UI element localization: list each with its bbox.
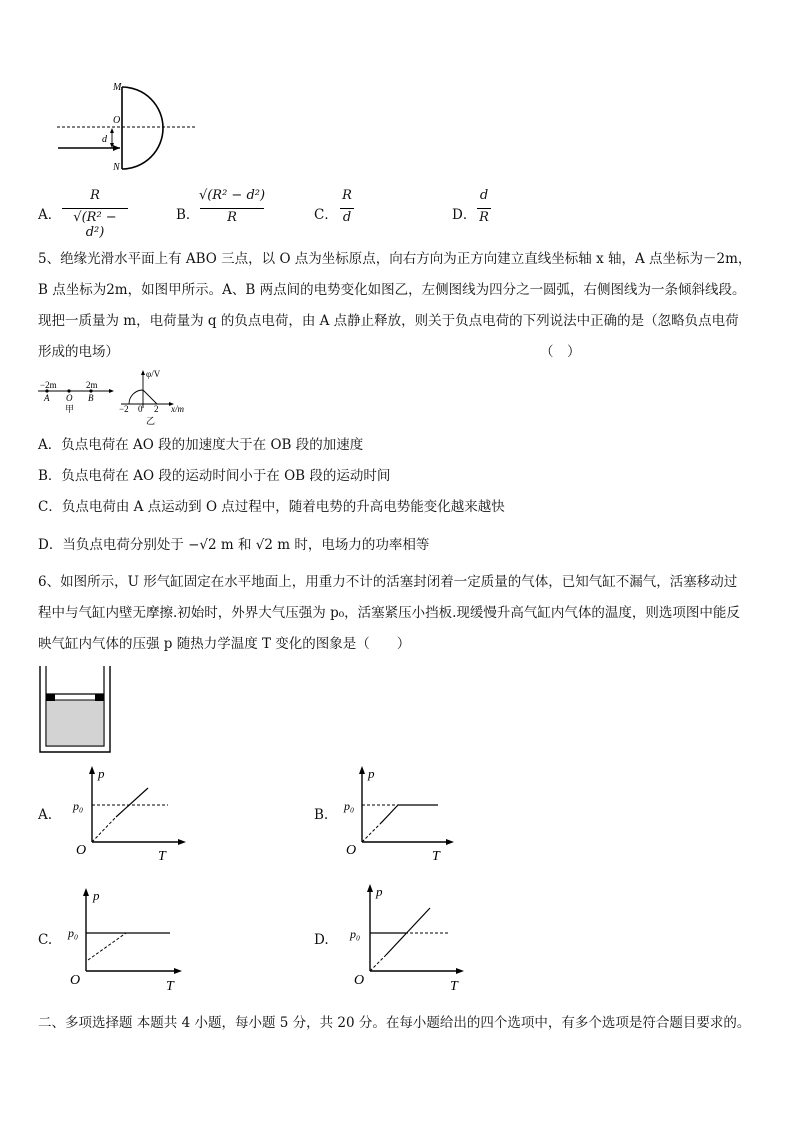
option-label: C. <box>38 932 53 948</box>
q6-stem-line-2: 程中与气缸内壁无摩擦.初始时，外界大气压强为 p₀，活塞紧压小挡板.现缓慢升高气缸内气体的温度，则选项图中能反 <box>38 605 740 621</box>
figure-jia <box>36 377 116 417</box>
denominator: R <box>227 210 237 225</box>
axis-T: T <box>166 979 174 990</box>
label-N: N <box>113 162 120 173</box>
denominator: √(R² − d²) <box>73 210 117 240</box>
figure-yi <box>116 368 196 428</box>
axis-T: T <box>450 979 458 990</box>
point-O: O <box>66 393 73 403</box>
axis-T: T <box>158 849 166 862</box>
q6-stem-line-1: 6、如图所示，U 形气缸固定在水平地面上，用重力不计的活塞封闭着一定质量的气体，已知气缸不漏气，活塞移动过 <box>38 574 738 590</box>
q5-option-d: D．当负点电荷分别处于 −√2 m 和 √2 m 时，电场力的功率相等 <box>38 537 430 553</box>
option-label: D． <box>452 207 477 223</box>
fraction-bar <box>200 208 264 209</box>
fraction-bar <box>477 208 491 209</box>
label-M: M <box>113 82 122 93</box>
tick-neg2: −2 <box>119 404 129 414</box>
q5-option-a: A．负点电荷在 AO 段的加速度大于在 OB 段的加速度 <box>38 437 364 453</box>
cylinder-figure <box>36 664 116 756</box>
q6-stem-line-3: 映气缸内气体的压强 p 随热力学温度 T 变化的图象是（ ） <box>38 636 411 652</box>
label-d: d <box>102 134 107 145</box>
q5-option-b: B．负点电荷在 AO 段的运动时间小于在 OB 段的运动时间 <box>38 468 391 484</box>
numerator: R <box>90 188 100 203</box>
numerator: d <box>479 188 489 203</box>
q5-stem-line-1: 5、绝缘光滑水平面上有 ABO 三点，以 O 点为坐标原点，向右方向为正方向建立直线坐标轴 x 轴，A 点坐标为－2m， <box>38 251 752 267</box>
tick-2: 2 <box>154 404 159 414</box>
denominator: d <box>342 210 352 225</box>
p0-label: p₀ <box>68 926 79 940</box>
semicircle-figure <box>52 78 202 178</box>
tick-0: 0 <box>138 404 143 414</box>
numerator: √(R² − d²) <box>198 188 266 203</box>
p0-label: p₀ <box>350 927 361 941</box>
graph-c <box>66 884 196 990</box>
option-label: B． <box>176 207 200 223</box>
q5-stem-line-2: B 点坐标为2m，如图甲所示。A、B 两点间的电势变化如图乙，左侧图线为四分之一圆弧，右侧图线为一条倾斜线段。 <box>38 282 746 298</box>
option-label: A． <box>38 207 62 223</box>
q5-option-c: C．负点电荷由 A 点运动到 O 点过程中，随着电势的升高电势能变化越来越快 <box>38 499 505 515</box>
option-label: A. <box>38 807 53 823</box>
xlabel: x/m <box>171 404 184 414</box>
axis-p: p <box>98 766 105 781</box>
option-label: B. <box>314 807 329 823</box>
label-O: O <box>113 115 121 126</box>
axis-T: T <box>432 849 440 862</box>
origin: O <box>76 843 87 858</box>
graph-d <box>346 880 476 990</box>
axis-p: p <box>93 888 100 903</box>
point-A: A <box>44 393 50 403</box>
axis-p: p <box>376 884 383 899</box>
p0-label: p₀ <box>73 799 84 813</box>
option-label: D. <box>314 932 329 948</box>
caption-yi: 乙 <box>146 416 156 426</box>
numerator: R <box>342 188 352 203</box>
origin: O <box>70 973 81 988</box>
origin: O <box>354 973 365 988</box>
point-B: B <box>88 393 94 403</box>
graph-a <box>68 762 198 862</box>
q5-stem-line-3: 现把一质量为 m，电荷量为 q 的负点电荷，由 A 点静止释放，则关于负点电荷的下列说法中正确的是（忽略负点电荷 <box>38 313 739 329</box>
fraction-bar <box>62 208 128 209</box>
q5-stem-line-4: 形成的电场） <box>38 344 119 360</box>
fraction-bar <box>340 208 354 209</box>
graph-b <box>340 762 470 862</box>
denominator: R <box>479 210 489 225</box>
origin: O <box>346 843 357 858</box>
p0-label: p₀ <box>344 799 355 813</box>
answer-bracket: （ ） <box>540 344 581 360</box>
ylabel: φ/V <box>146 369 161 379</box>
caption-jia: 甲 <box>65 404 75 414</box>
section-2-heading: 二、多项选择题 本题共 4 小题，每小题 5 分，共 20 分。在每小题给出的四个选项中，有多个选项是符合题目要求的。 <box>38 1015 751 1031</box>
option-label: C． <box>314 207 338 223</box>
coord-2m: 2m <box>86 380 98 390</box>
axis-p: p <box>368 766 375 781</box>
coord-neg2m: −2m <box>40 380 57 390</box>
